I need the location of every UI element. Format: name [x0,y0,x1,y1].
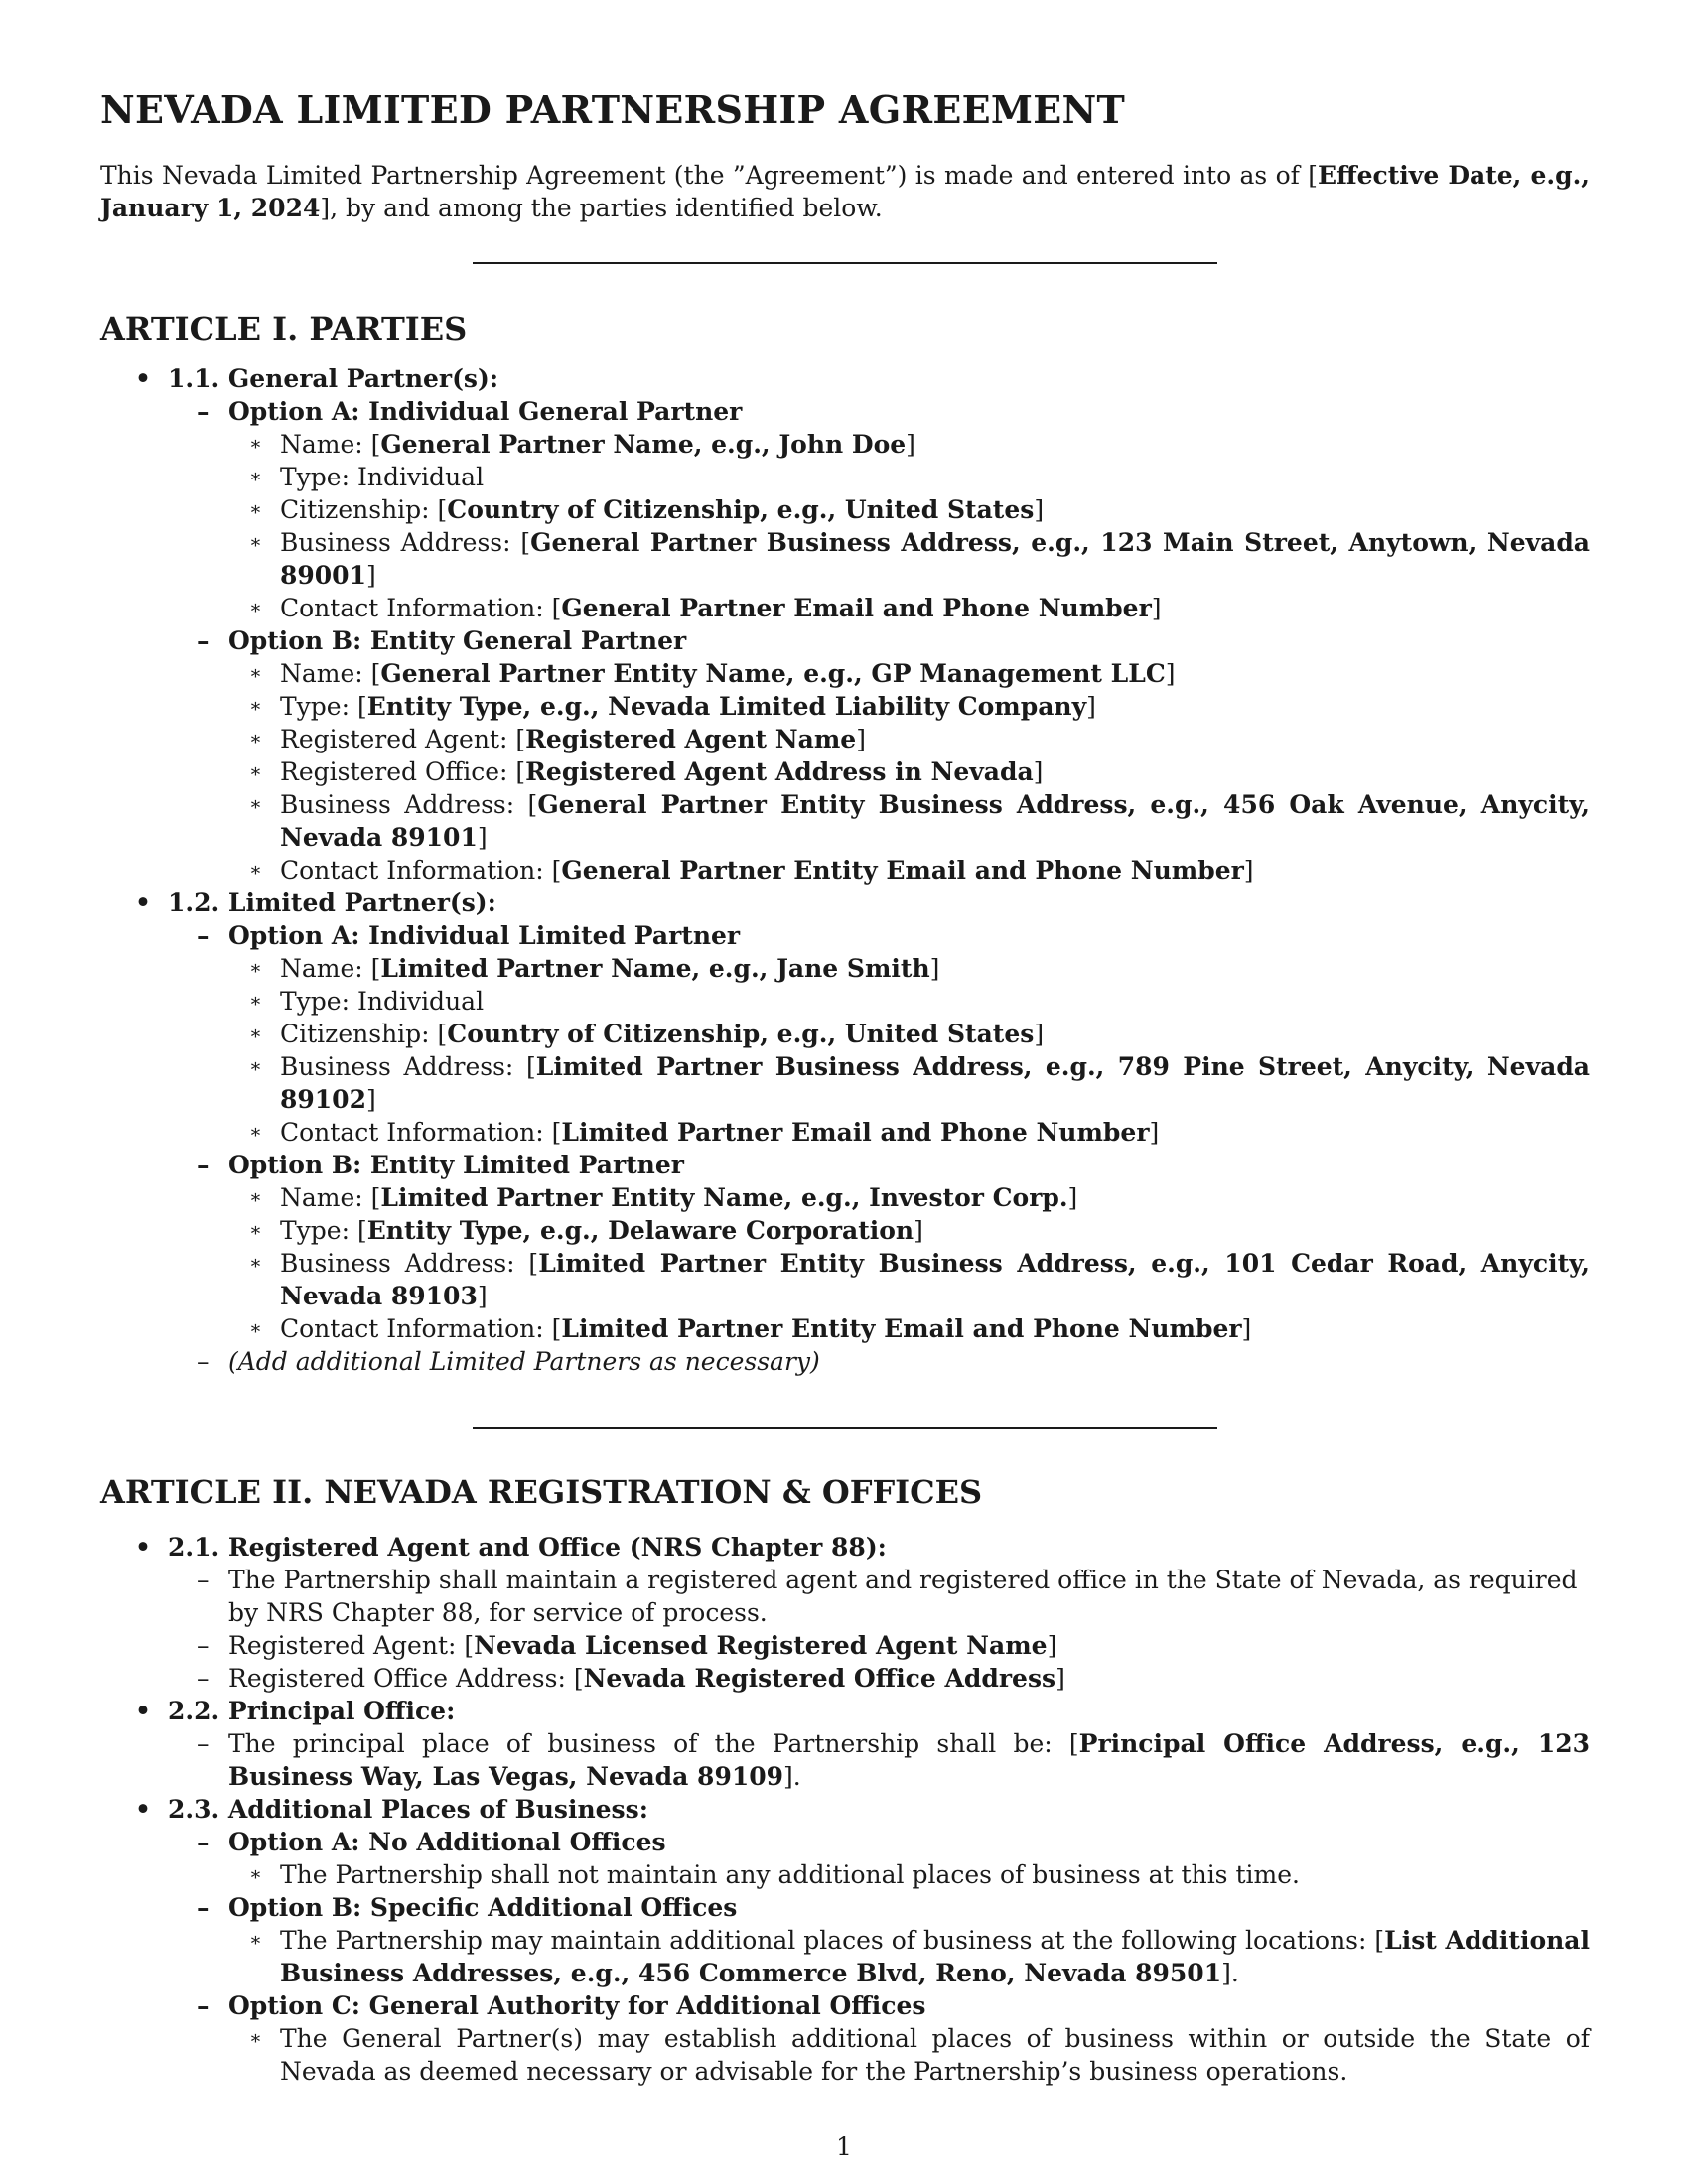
list-item: ∗ Type: [Entity Type, e.g., Delaware Corporation] [249,1216,923,1245]
asterisk-icon: ∗ [249,1252,262,1274]
intro-tail: ], by and among the parties identified below. [320,194,883,222]
article-1-body [100,362,1590,1378]
list-item: ∗ The Partnership may maintain additional places of business at the following locations: [List Additional Business Addresses, e.g., 456 Commerce Blvd, Reno, Nevada 89501]. [249,1926,1590,1987]
section-2-2: • 2.2. Principal Office: [135,1697,456,1725]
additional-partners-note: – (Add additional Limited Partners as necessary) [197,1347,820,1376]
asterisk-icon: ∗ [249,1023,262,1044]
article-1-heading: ARTICLE I. PARTIES [100,310,468,347]
dash-icon: – [197,626,210,655]
list-item: ∗ Name: [General Partner Entity Name, e.g., GP Management LLC] [249,659,1176,688]
list-item: – Registered Office Address: [Nevada Registered Office Address] [197,1664,1065,1693]
gp-option-a: – Option A: Individual General Partner [197,397,743,426]
page-number: 1 [836,2132,852,2161]
asterisk-icon: ∗ [249,1929,262,1951]
asterisk-icon: ∗ [249,433,262,455]
dash-icon: – [197,921,210,950]
office-option-a: – Option A: No Additional Offices [197,1828,666,1856]
list-item: ∗ Type: [Entity Type, e.g., Nevada Limited Liability Company] [249,692,1096,721]
list-item: ∗ Citizenship: [Country of Citizenship, e.g., United States] [249,1020,1045,1048]
asterisk-icon: ∗ [249,859,262,881]
section-1-2: • 1.2. Limited Partner(s): [135,888,496,917]
asterisk-icon: ∗ [249,1219,262,1241]
article-2-heading: ARTICLE II. NEVADA REGISTRATION & OFFICES [100,1473,983,1511]
list-item: ∗ Business Address: [Limited Partner Business Address, e.g., 789 Pine Street, Anycity, Nevada 89102] [249,1052,1590,1114]
section-1-1: • 1.1. General Partner(s): [135,364,499,393]
dash-icon: – [197,397,210,426]
list-item: ∗ Business Address: [General Partner Entity Business Address, e.g., 456 Oak Avenue, Anycity, Nevada 89101] [249,790,1591,852]
asterisk-icon: ∗ [249,695,262,717]
list-item: ∗ Business Address: [Limited Partner Entity Business Address, e.g., 101 Cedar Road, Anycity, Nevada 89103] [249,1249,1590,1310]
list-item: ∗ Business Address: [General Partner Business Address, e.g., 123 Main Street, Anytown, Nevada 89001] [249,528,1591,590]
asterisk-icon: ∗ [249,466,262,487]
asterisk-icon: ∗ [249,728,262,750]
section-divider [473,262,1217,264]
dash-icon: – [197,1151,210,1179]
lp-option-b: – Option B: Entity Limited Partner [197,1151,684,1179]
list-item: ∗ Name: [General Partner Name, e.g., John Doe] [249,430,915,459]
asterisk-icon: ∗ [249,793,262,815]
asterisk-icon: ∗ [249,531,262,553]
dash-icon: – [197,1893,210,1922]
section-divider [473,1427,1217,1429]
list-item: ∗ Contact Information: [General Partner Entity Email and Phone Number] [249,856,1254,885]
asterisk-icon: ∗ [249,760,262,782]
bullet-icon: • [135,364,151,393]
asterisk-icon: ∗ [249,1186,262,1208]
bullet-icon: • [135,1697,151,1725]
lp-option-a: – Option A: Individual Limited Partner [197,921,741,950]
list-item: ∗ Contact Information: [General Partner Email and Phone Number] [249,594,1162,622]
list-item: ∗ The Partnership shall not maintain any additional places of business at this time. [249,1860,1300,1889]
asterisk-icon: ∗ [249,1317,262,1339]
intro-paragraph [100,159,1590,224]
dash-icon: – [197,1828,210,1856]
list-item: ∗ Citizenship: [Country of Citizenship, e.g., United States] [249,495,1045,524]
list-item: – The principal place of business of the Partnership shall be: [Principal Office Address, e.g., 123 Business Way, Las Vegas, Nevada 89109]. [197,1729,1591,1791]
asterisk-icon: ∗ [249,662,262,684]
asterisk-icon: ∗ [249,498,262,520]
asterisk-icon: ∗ [249,1055,262,1077]
list-item: ∗ The General Partner(s) may establish additional places of business within or outside the State of Nevada as deemed necessary or advisable for the Partnership’s business operations. [249,2024,1590,2086]
office-option-c: – Option C: General Authority for Additional Offices [197,1991,926,2020]
bullet-icon: • [135,1795,151,1824]
dash-icon: – [197,1991,210,2020]
list-item: ∗ Contact Information: [Limited Partner Entity Email and Phone Number] [249,1314,1252,1343]
dash-icon: – [197,1631,210,1660]
list-item: ∗ Contact Information: [Limited Partner Email and Phone Number] [249,1118,1160,1147]
dash-icon: – [197,1729,210,1758]
asterisk-icon: ∗ [249,957,262,979]
dash-icon: – [197,1664,210,1693]
dash-icon: – [197,1566,210,1594]
list-item: – Registered Agent: [Nevada Licensed Registered Agent Name] [197,1631,1057,1660]
gp-option-b: – Option B: Entity General Partner [197,626,687,655]
dash-icon: – [197,1347,210,1376]
asterisk-icon: ∗ [249,2027,262,2049]
document-title: NEVADA LIMITED PARTNERSHIP AGREEMENT [100,87,1126,132]
list-item: ∗ Type: Individual [249,987,485,1016]
list-item: ∗ Name: [Limited Partner Entity Name, e.g., Investor Corp.] [249,1183,1078,1212]
list-item: – The Partnership shall maintain a registered agent and registered office in the State of Nevada, as required by NRS Chapter 88, for service of process. [197,1566,1578,1627]
bullet-icon: • [135,1533,151,1562]
article-2-body [100,1531,1590,2088]
list-item: ∗ Type: Individual [249,463,485,491]
asterisk-icon: ∗ [249,597,262,618]
office-option-b: – Option B: Specific Additional Offices [197,1893,738,1922]
list-item: ∗ Registered Agent: [Registered Agent Name] [249,725,866,753]
asterisk-icon: ∗ [249,990,262,1012]
intro-lead: This Nevada Limited Partnership Agreement (the ”Agreement”) is made and entered into as of [ [100,161,1319,190]
effective-date-placeholder: Effective Date, e.g., January 1, 2024 [100,161,1591,222]
asterisk-icon: ∗ [249,1863,262,1885]
list-item: ∗ Name: [Limited Partner Name, e.g., Jane Smith] [249,954,940,983]
section-2-3: • 2.3. Additional Places of Business: [135,1795,648,1824]
asterisk-icon: ∗ [249,1121,262,1143]
bullet-icon: • [135,888,151,917]
list-item: ∗ Registered Office: [Registered Agent Address in Nevada] [249,757,1044,786]
section-2-1: • 2.1. Registered Agent and Office (NRS Chapter 88): [135,1533,887,1562]
